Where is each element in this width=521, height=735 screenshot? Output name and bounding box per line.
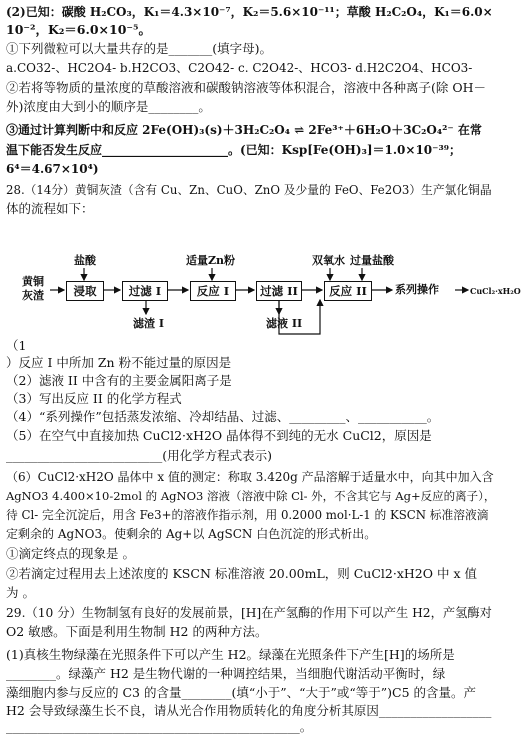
q28-part6-line1: （6）CuCl2·xH2O 晶体中 x 值的测定：称取 3.420g 产品溶解于适量水中，向其中加入含: [6, 470, 494, 484]
product-label: CuCl₂·xH₂O: [470, 286, 521, 296]
raw-material-label-2: 灰渣: [22, 289, 44, 302]
q29-part1-line5: _______________________________________________。: [6, 719, 313, 734]
raw-material-label-1: 黄铜: [22, 275, 44, 288]
step-leaching: 浸取: [66, 281, 104, 301]
step-filter-2: 过滤 II: [256, 281, 302, 301]
q28-part6-sub1: ①滴定终点的现象是 。: [6, 546, 135, 561]
q28-stem-line1: 28.（14分）黄铜灰渣（含有 Cu、Zn、CuO、ZnO 及少量的 FeO、Fe2O3）生产氯化铜晶: [6, 183, 492, 197]
process-flow-diagram: [0, 254, 521, 340]
q28-part6-sub2-line1: ②若滴定过程用去上述浓度的 KSCN 标准溶液 20.00mL，则 CuCl2·xH2O 中 x 值: [6, 566, 477, 581]
reagent-hcl: 盐酸: [74, 254, 96, 267]
q2-sub1-prompt: ①下列微粒可以大量共存的是_______(填字母)。: [6, 41, 273, 56]
filtrate-2: 滤液 II: [266, 317, 303, 330]
q28-part1-text: ）反应 I 中所加 Zn 粉不能过量的原因是: [6, 355, 232, 370]
q29-part1-line4: H2 会导致绿藻生长不良，请从光合作用物质转化的角度分析其原因__________________: [6, 703, 492, 718]
q2-sub3-line3: 6⁴＝4.67×10⁴): [6, 162, 99, 176]
reagent-zn: 适量Zn粉: [186, 254, 236, 267]
q29-stem-line1: 29.（10 分）生物制氢有良好的发展前景，[H]在产氢酶的作用下可以产生 H2，产氢酶对: [6, 606, 492, 620]
q28-stem-line2: 体的流程如下：: [6, 201, 94, 216]
q29-part1-line1: (1)真核生物绿藻在光照条件下可以产生 H2。绿藻在光照条件下产生[H]的场所是: [6, 647, 455, 662]
q28-part5-line2: _________________________(用化学方程式表示): [6, 448, 273, 463]
q28-part5-line1: （5）在空气中直接加热 CuCl2·xH2O 晶体得不到纯的无水 CuCl2，原因是: [6, 428, 432, 443]
q2-sub3-line1: ③通过计算判断中和反应 2Fe(OH)₃(s)＋3H₂C₂O₄ ⇌ 2Fe³⁺＋6H₂O＋3C₂O₄²⁻ 在常: [6, 123, 482, 137]
q2-sub1-options: a.CO32-、HC2O4- b.H2CO3、C2O42- c. C2O42-、HCO3- d.H2C2O4、HCO3-: [6, 61, 473, 75]
reagent-excess-hcl: 过量盐酸: [350, 254, 394, 267]
q29-part1-line3: 藻细胞内参与反应的 C3 的含量________(填“小于”、“大于”或“等于”)C5 的含量。产: [6, 685, 477, 700]
q28-part6-line2: AgNO3 4.400×10-2mol 的 AgNO3 溶液（溶液中除 Cl- 外，不含其它与 Ag+反应的离子），: [6, 489, 496, 503]
q28-part6-line4: 定剩余的 AgNO3。使剩余的 Ag+以 AgSCN 白色沉淀的形式析出。: [6, 527, 377, 541]
q2-known-constants-line1: (2)已知：碳酸 H₂CO₃，K₁＝4.3×10⁻⁷，K₂＝5.6×10⁻¹¹；草酸 H₂C₂O₄，K₁＝6.0×: [6, 5, 493, 19]
reagent-h2o2: 双氧水: [312, 254, 345, 267]
filter-residue-1: 滤渣 I: [133, 317, 164, 330]
q28-part6-sub2-line2: 为 。: [6, 585, 35, 600]
step-reaction-2: 反应 II: [324, 281, 372, 301]
step-filter-1: 过滤 I: [122, 281, 168, 301]
step-reaction-1: 反应 I: [190, 281, 236, 301]
q2-sub3-line2: 温下能否发生反应_____________________。(已知：Ksp[Fe(OH)₃]＝1.0×10⁻³⁹；: [6, 143, 461, 157]
q2-known-constants-line2: 10⁻²，K₂＝6.0×10⁻⁵。: [6, 22, 151, 37]
q29-stem-line2: O2 敏感。下面是利用生物制 H2 的两种方法。: [6, 624, 268, 639]
q28-part2: （2）滤液 II 中含有的主要金属阳离子是: [6, 373, 232, 388]
q2-sub2-line2: 外)浓度由大到小的顺序是________。: [6, 99, 211, 114]
step-series-operations: 系列操作: [395, 283, 439, 296]
q2-sub2-line1: ②若将等物质的量浓度的草酸溶液和碳酸钠溶液等体积混合，溶液中各种离子(除 OH－: [6, 80, 487, 95]
q29-part1-line2: ________。绿藻产 H2 是生物代谢的一种调控结果，当细胞代谢活动平衡时，绿: [6, 666, 446, 681]
q28-part6-line3: 待 Cl- 完全沉淀后，用含 Fe3+的溶液作指示剂，用 0.2000 mol·L-1 的 KSCN 标准溶液滴: [6, 508, 489, 522]
q28-part3: （3）写出反应 II 的化学方程式: [6, 391, 182, 406]
q28-part4: （4）“系列操作”包括蒸发浓缩、冷却结晶、过滤、_________、___________。: [6, 409, 440, 424]
q28-part1-marker: （1: [6, 338, 27, 353]
